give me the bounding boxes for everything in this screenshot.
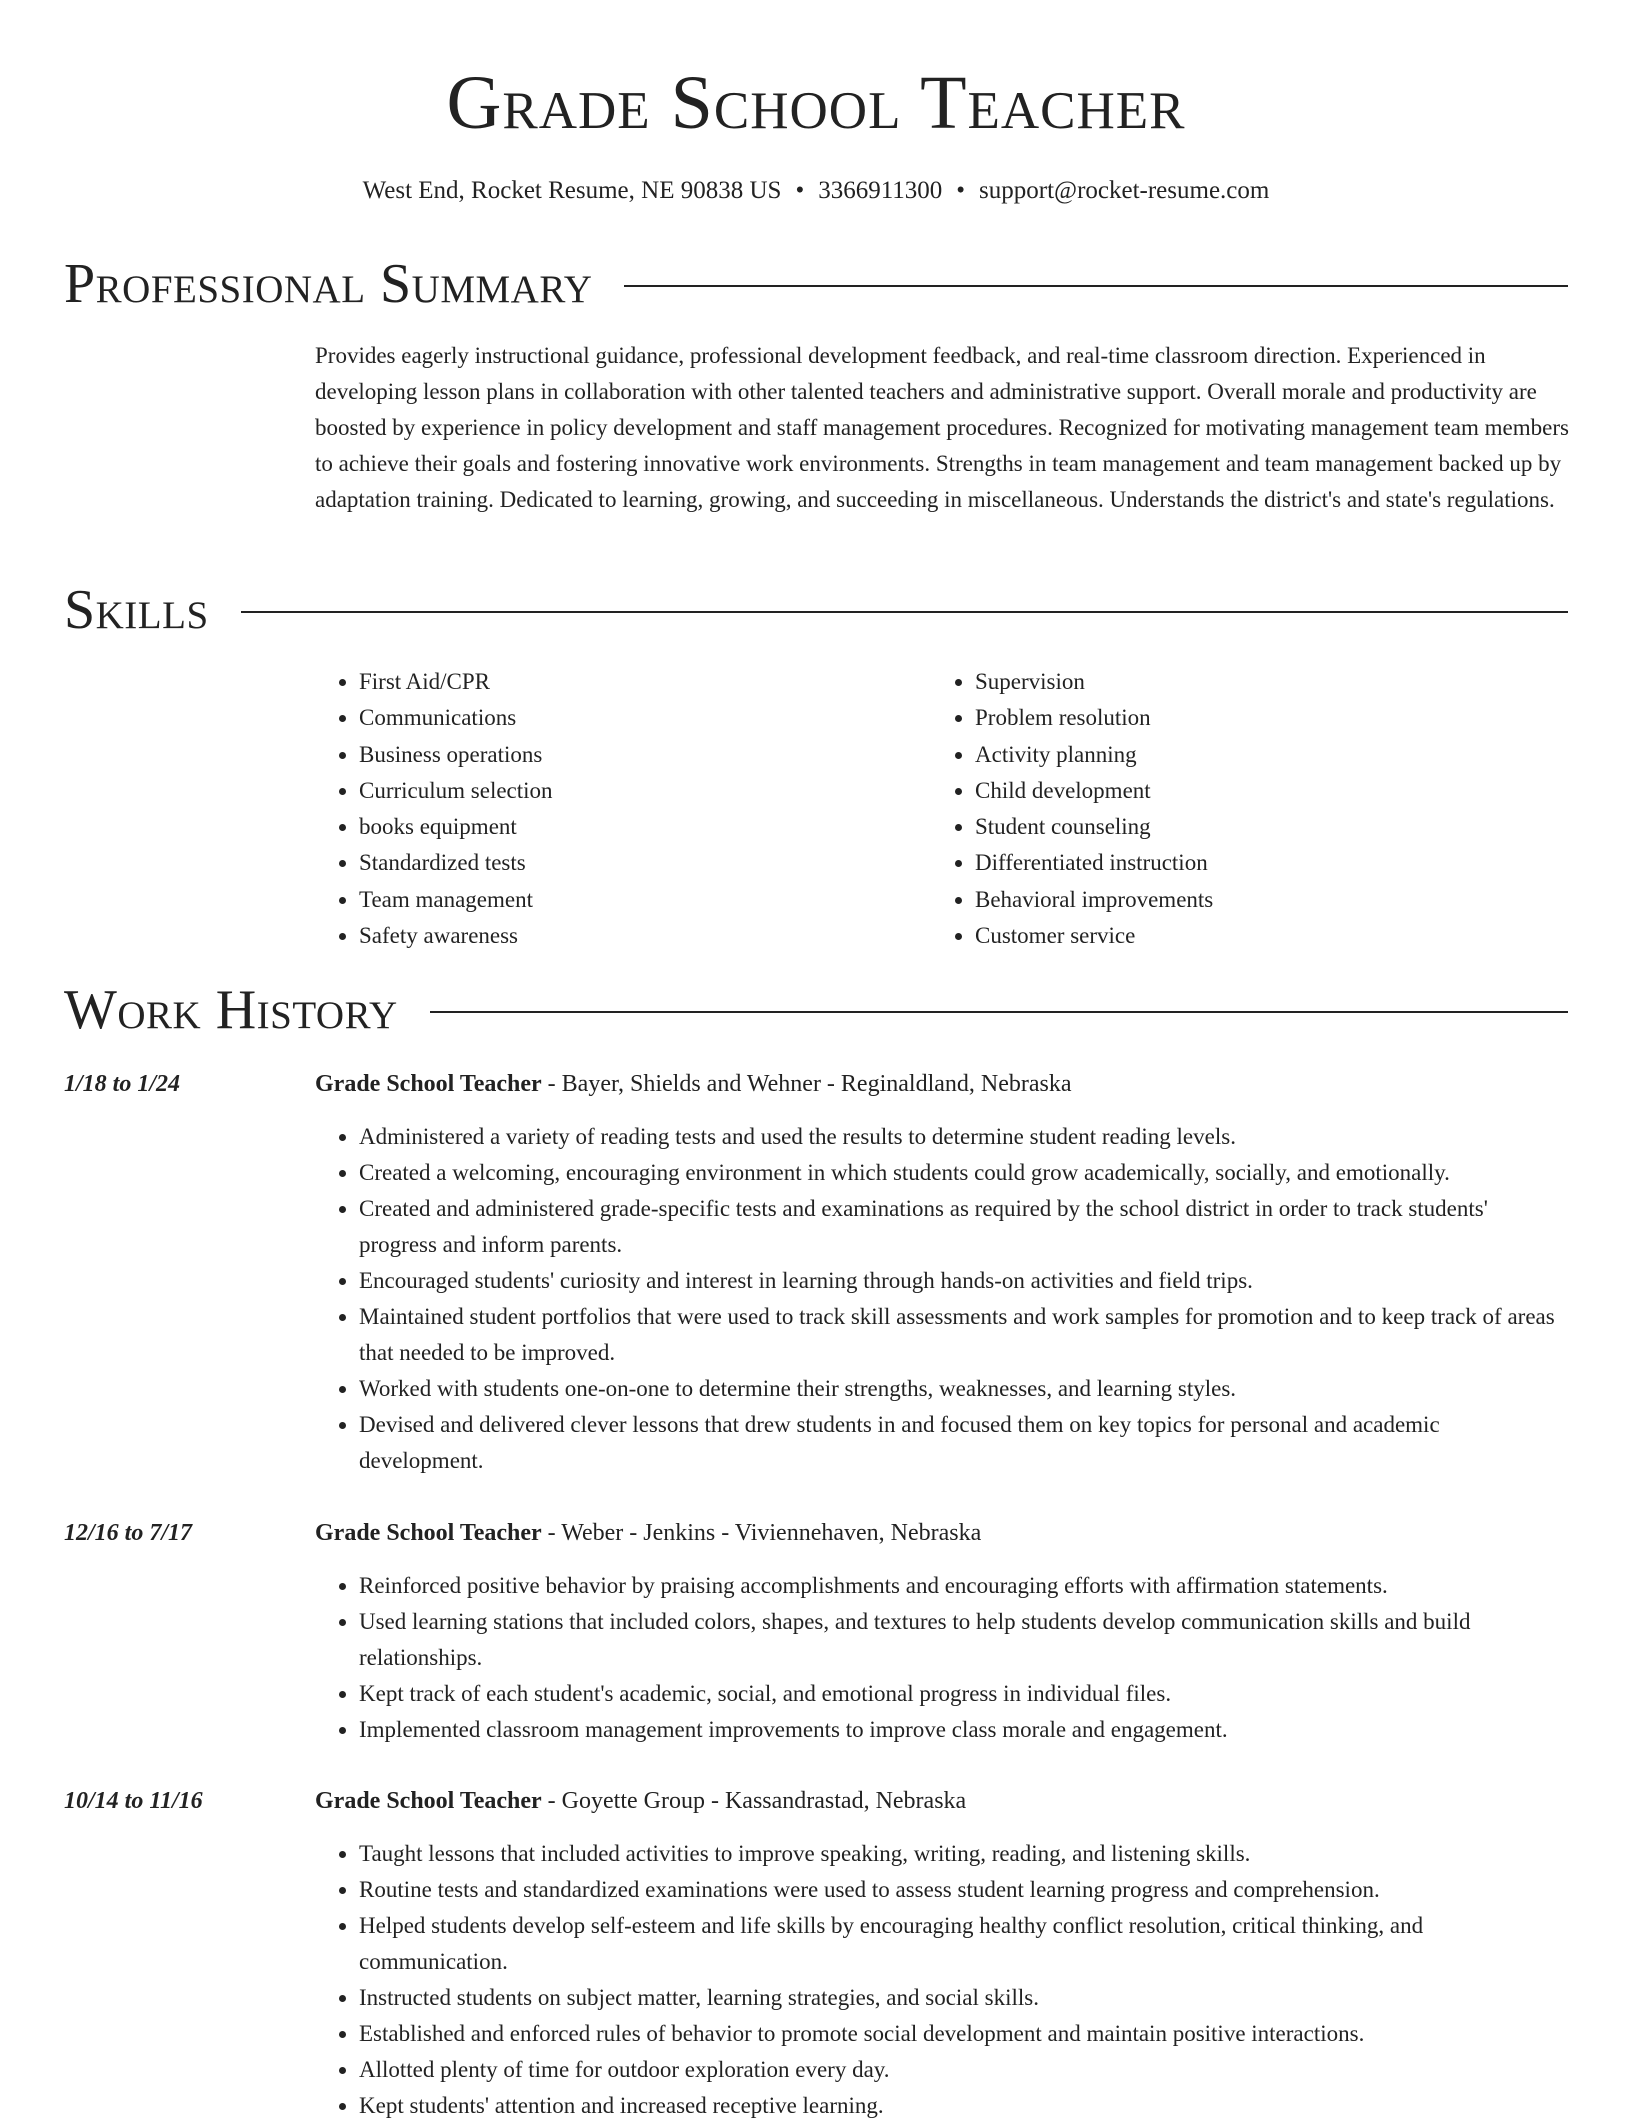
section-divider: [430, 1011, 1568, 1013]
skill-item: • Business operations: [359, 737, 553, 773]
contact-phone: 3366911300: [818, 177, 943, 204]
contact-address: West End, Rocket Resume, NE 90838 US: [362, 177, 782, 204]
skill-item: • Safety awareness: [359, 918, 553, 954]
skills-section-header: [64, 578, 1568, 642]
skill-item: • Student counseling: [975, 809, 1213, 845]
job-bullet: • Kept students' attention and increased receptive learning.: [359, 2088, 1568, 2124]
job-bullet: • Devised and delivered clever lessons that drew students in and focused them on key topics for personal and academic development.: [359, 1407, 1568, 1479]
job-title: Grade School Teacher: [315, 1071, 542, 1097]
skill-item: • Behavioral improvements: [975, 882, 1213, 918]
job-bullet: • Established and enforced rules of behavior to promote social development and maintain positive interactions.: [359, 2016, 1568, 2052]
section-divider: [241, 611, 1568, 613]
resume-name: Grade School Teacher: [446, 61, 1186, 145]
job-bullet: • Instructed students on subject matter, learning strategies, and social skills.: [359, 1980, 1568, 2016]
work-section-title: Work History: [64, 979, 398, 1041]
job-bullet: • Taught lessons that included activities to improve speaking, writing, reading, and listening skills.: [359, 1836, 1568, 1872]
job-bullet: • Created and administered grade-specific tests and examinations as required by the school district in order to track students' progress and inform parents.: [359, 1191, 1568, 1263]
skill-item: • Curriculum selection: [359, 773, 553, 809]
job-bullet: • Kept track of each student's academic, social, and emotional progress in individual files.: [359, 1676, 1568, 1712]
job-employer-location: - Weber - Jenkins - Viviennehaven, Nebraska: [541, 1520, 982, 1546]
skills-list-left: [315, 664, 553, 954]
job-bullet: • Worked with students one-on-one to determine their strengths, weaknesses, and learning styles.: [359, 1371, 1568, 1407]
contact-line: [0, 173, 1632, 209]
contact-email: support@rocket-resume.com: [979, 177, 1270, 204]
job-bullet-list: [315, 1836, 1568, 2124]
skill-item: • Child development: [975, 773, 1213, 809]
summary-text: Provides eagerly instructional guidance, professional development feedback, and real-time classroom direction. Experienced in developing lesson plans in collaboration with other talented teachers and administrative support. Overall morale and productivity are boosted by experience in policy development and staff management procedures. Recognized for motivating management team members to achieve their goals and fostering innovative work environments. Strengths in team management and team management backed up by adaptation training. Dedicated to learning, growing, and succeeding in miscellaneous. Understands the district's and state's regulations.: [315, 343, 1569, 512]
job-title: Grade School Teacher: [315, 1520, 542, 1546]
skill-item: • Communications: [359, 700, 553, 736]
job-bullet: • Used learning stations that included colors, shapes, and textures to help students develop communication skills and build relationships.: [359, 1604, 1568, 1676]
job-bullet-list: [315, 1119, 1568, 1479]
job-header: [315, 1515, 981, 1551]
job-dates: 10/14 to 11/16: [64, 1788, 203, 1814]
work-section-header: [64, 978, 1568, 1042]
skills-list-right: [931, 664, 1213, 954]
summary-section-header: [64, 252, 1568, 316]
section-divider: [624, 285, 1568, 287]
job-bullet: • Helped students develop self-esteem and life skills by encouraging healthy conflict resolution, critical thinking, and communication.: [359, 1908, 1568, 1980]
job-dates: 12/16 to 7/17: [64, 1520, 193, 1546]
job-title: Grade School Teacher: [315, 1788, 542, 1814]
job-bullet: • Maintained student portfolios that were used to track skill assessments and work samples for promotion and to keep track of areas that needed to be improved.: [359, 1299, 1568, 1371]
job-bullet: • Implemented classroom management improvements to improve class morale and engagement.: [359, 1712, 1568, 1748]
skill-item: • Differentiated instruction: [975, 845, 1213, 881]
skill-item: • Standardized tests: [359, 845, 553, 881]
job-dates: 1/18 to 1/24: [64, 1071, 181, 1097]
job-bullet: • Created a welcoming, encouraging environment in which students could grow academically, socially, and emotionally.: [359, 1155, 1568, 1191]
contact-separator: •: [795, 177, 805, 204]
job-header: [315, 1066, 1072, 1102]
job-bullet: • Routine tests and standardized examinations were used to assess student learning progress and comprehension.: [359, 1872, 1568, 1908]
skill-item: • Team management: [359, 882, 553, 918]
skill-item: • Supervision: [975, 664, 1213, 700]
skill-item: • Problem resolution: [975, 700, 1213, 736]
job-bullet: • Allotted plenty of time for outdoor exploration every day.: [359, 2052, 1568, 2088]
skill-item: • books equipment: [359, 809, 553, 845]
summary-section-title: Professional Summary: [64, 253, 593, 315]
contact-separator: •: [956, 177, 966, 204]
skill-item: • First Aid/CPR: [359, 664, 553, 700]
job-employer-location: - Goyette Group - Kassandrastad, Nebraska: [541, 1788, 967, 1814]
skill-item: • Customer service: [975, 918, 1213, 954]
job-bullet: • Reinforced positive behavior by praising accomplishments and encouraging efforts with affirmation statements.: [359, 1568, 1568, 1604]
job-bullet: • Encouraged students' curiosity and interest in learning through hands-on activities and field trips.: [359, 1263, 1568, 1299]
skill-item: • Activity planning: [975, 737, 1213, 773]
job-header: [315, 1783, 966, 1819]
job-bullet-list: [315, 1568, 1568, 1748]
job-bullet: • Administered a variety of reading tests and used the results to determine student reading levels.: [359, 1119, 1568, 1155]
job-employer-location: - Bayer, Shields and Wehner - Reginaldland, Nebraska: [541, 1071, 1072, 1097]
skills-section-title: Skills: [64, 579, 209, 641]
